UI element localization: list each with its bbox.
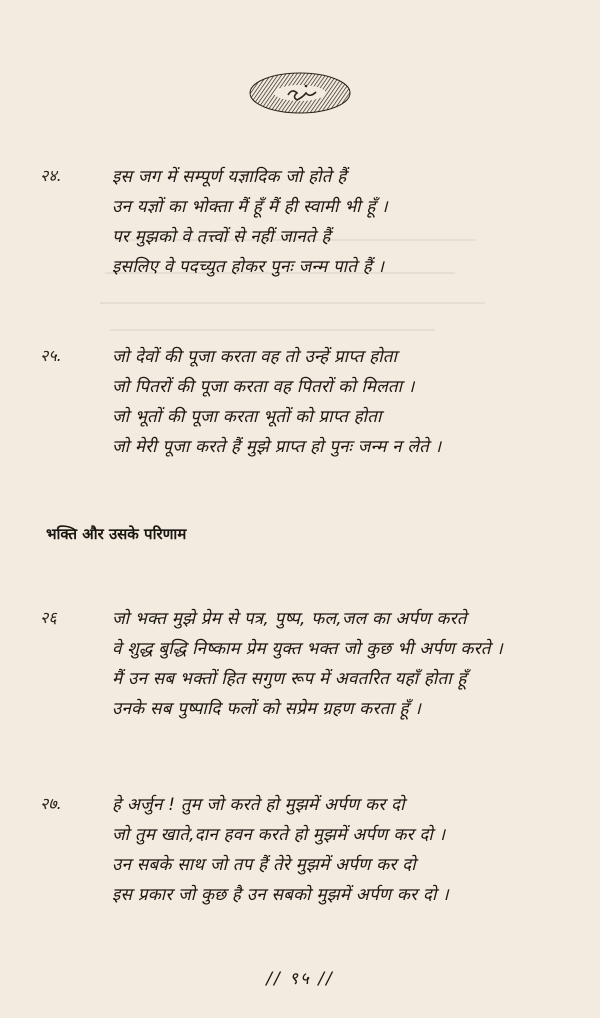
verse-lines (112, 344, 592, 464)
verse-line: जो पितरों की पूजा करता वह पितरों को मिलता । (112, 377, 415, 397)
verse-number: २७. (40, 794, 62, 813)
verse-number: २६ (40, 608, 57, 627)
verse-line: जो देवों की पूजा करता वह तो उन्हें प्राप्त होता (112, 347, 398, 367)
verse-lines (112, 164, 592, 284)
verse-number: २४. (40, 166, 62, 185)
verse-line: इस प्रकार जो कुछ है उन सबको मुझमें अर्पण कर दो । (112, 885, 449, 905)
page-number: // ९५ // (266, 969, 334, 989)
verse-line: उन यज्ञों का भोक्ता मैं हूँ मैं ही स्वामी भी हूँ । (112, 197, 388, 217)
verse-line: इसलिए वे पदच्युत होकर पुनः जन्म पाते हैं । (112, 257, 385, 277)
verse-lines (112, 792, 592, 912)
verse-line: पर मुझको वे तत्त्वों से नहीं जानते हैं (112, 227, 331, 247)
section-heading: भक्ति और उसके परिणाम (46, 525, 187, 543)
om-ornament-icon (248, 70, 352, 116)
verse-lines (112, 606, 592, 726)
verse-line: हे अर्जुन ! तुम जो करते हो मुझमें अर्पण कर दो (112, 795, 405, 815)
verse-line: जो भक्त मुझे प्रेम से पत्र, पुष्प, फल,जल का अर्पण करते (112, 609, 467, 629)
verse-line: जो तुम खाते,दान हवन करते हो मुझमें अर्पण कर दो । (112, 825, 446, 845)
verse-line: उनके सब पुष्पादि फलों को सप्रेम ग्रहण करता हूँ । (112, 699, 421, 719)
verse-line: उन सबके साथ जो तप हैं तेरे मुझमें अर्पण कर दो (112, 855, 416, 875)
verse-line: जो मेरी पूजा करते हैं मुझे प्राप्त हो पुनः जन्म न लेते । (112, 437, 442, 457)
verse-line: जो भूतों की पूजा करता भूतों को प्राप्त होता (112, 407, 382, 427)
verse-line: इस जग में सम्पूर्ण यज्ञादिक जो होते हैं (112, 167, 347, 187)
verse-line: मैं उन सब भक्तों हित सगुण रूप में अवतरित यहाँ होता हूँ (112, 669, 467, 689)
verse-line: वे शुद्ध बुद्धि निष्काम प्रेम युक्त भक्त जो कुछ भी अर्पण करते । (112, 639, 503, 659)
verse-number: २५. (40, 346, 62, 365)
